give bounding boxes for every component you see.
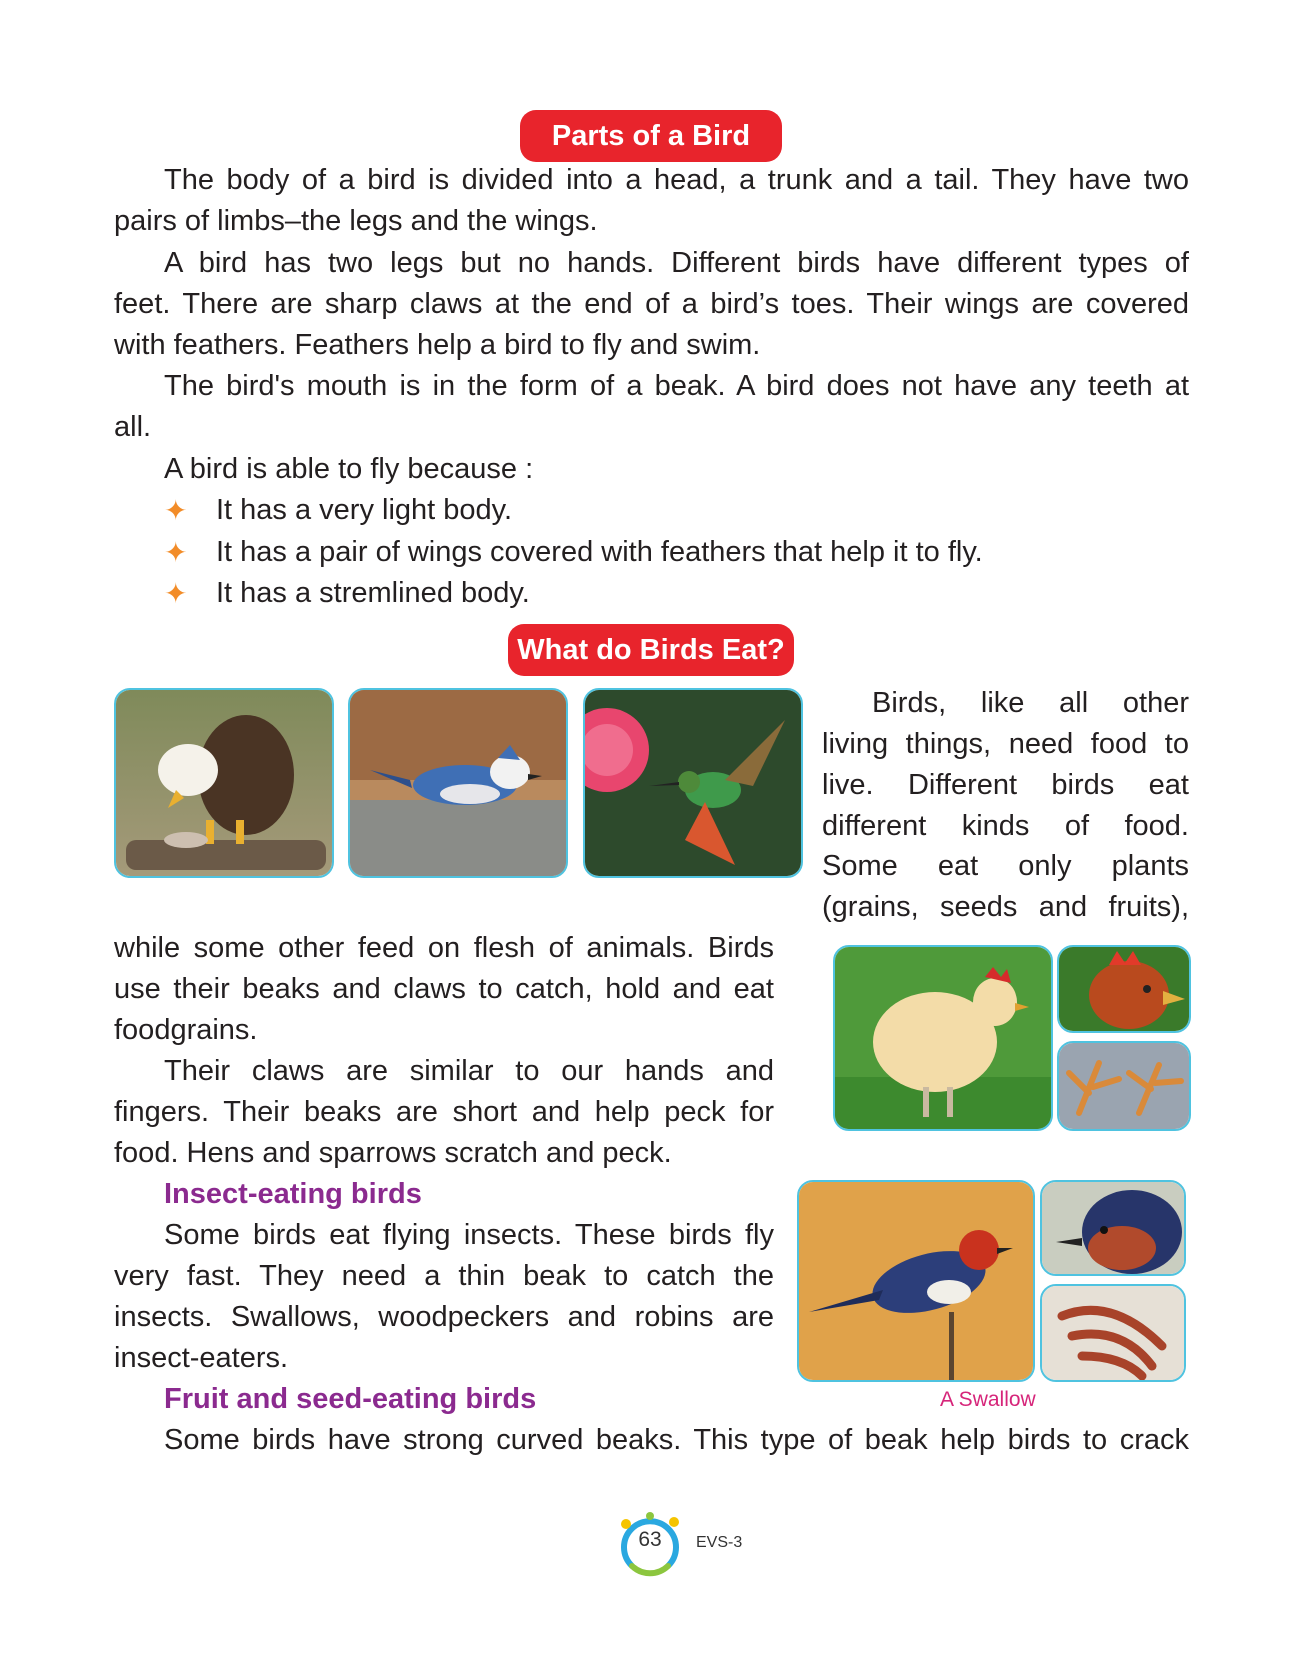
eat-right-line2: living things, need food to (822, 728, 1189, 760)
bullet-text: It has a very light body. (216, 494, 513, 526)
insect-line2: very fast. They need a thin beak to catch the (114, 1260, 774, 1292)
heading-parts-of-a-bird: Parts of a Bird (520, 110, 782, 162)
swallow-claws-photo (1040, 1284, 1186, 1382)
eat-right-line5: Some eat only plants (822, 850, 1189, 882)
heading-what-do-birds-eat: What do Birds Eat? (508, 624, 794, 676)
hen-photo (833, 945, 1053, 1131)
parts-p2-line3: with feathers. Feathers help a bird to fly and swim. (114, 329, 761, 361)
insect-line3: insects. Swallows, woodpeckers and robins are (114, 1301, 774, 1333)
eat-cont-line2: use their beaks and claws to catch, hold and eat (114, 973, 774, 1005)
book-label: EVS-3 (696, 1534, 743, 1551)
parts-p3-line2: all. (114, 411, 152, 443)
parts-p1-line1: The body of a bird is divided into a head, a trunk and a tail. They have two (164, 164, 1189, 196)
bullet-item (164, 490, 512, 531)
eat-claws-line1: Their claws are similar to our hands and (164, 1055, 774, 1087)
eat-claws-line2: fingers. Their beaks are short and help peck for (114, 1096, 774, 1128)
parts-p3-line1: The bird's mouth is in the form of a beak. A bird does not have any teeth at (164, 370, 1189, 402)
hummingbird-photo (583, 688, 803, 878)
fruit-seed-eating-birds-heading: Fruit and seed-eating birds (164, 1383, 537, 1415)
eat-cont-line3: foodgrains. (114, 1014, 258, 1046)
hen-claws-photo (1057, 1041, 1191, 1131)
fruit-line1: Some birds have strong curved beaks. This type of beak help birds to crack (164, 1424, 1189, 1456)
eat-right-line6: (grains, seeds and fruits), (822, 891, 1189, 923)
parts-p2-line2: feet. There are sharp claws at the end of a bird’s toes. Their wings are covered (114, 288, 1189, 320)
parts-p1-line2: pairs of limbs–the legs and the wings. (114, 205, 598, 237)
swallow-head-photo (1040, 1180, 1186, 1276)
bullet-text: It has a stremlined body. (216, 577, 530, 609)
insect-line1: Some birds eat flying insects. These birds fly (164, 1219, 774, 1251)
eat-right-line4: different kinds of food. (822, 810, 1189, 842)
bullet-item (164, 573, 530, 614)
parts-p2-line1: A bird has two legs but no hands. Different birds have different types of (164, 247, 1189, 279)
star-bullet-icon: ✦ (164, 495, 188, 526)
insect-line4: insect-eaters. (114, 1342, 289, 1374)
eat-right-line3: live. Different birds eat (822, 769, 1189, 801)
parts-intro: A bird is able to fly because : (164, 453, 534, 485)
swallow-caption: A Swallow (940, 1388, 1036, 1411)
swallow-photo (797, 1180, 1035, 1382)
eat-right-line1: Birds, like all other (872, 687, 1189, 719)
insect-eating-birds-heading: Insect-eating birds (164, 1178, 422, 1210)
eat-cont-line1: while some other feed on flesh of animals. Birds (114, 932, 774, 964)
bullet-text: It has a pair of wings covered with feathers that help it to fly. (216, 536, 983, 568)
star-bullet-icon: ✦ (164, 537, 188, 568)
star-bullet-icon: ✦ (164, 578, 188, 609)
page-number: 63 (638, 1528, 662, 1551)
hen-head-photo (1057, 945, 1191, 1033)
eagle-photo (114, 688, 334, 878)
eat-claws-line3: food. Hens and sparrows scratch and peck. (114, 1137, 672, 1169)
bullet-item (164, 532, 983, 573)
blue-jay-photo (348, 688, 568, 878)
